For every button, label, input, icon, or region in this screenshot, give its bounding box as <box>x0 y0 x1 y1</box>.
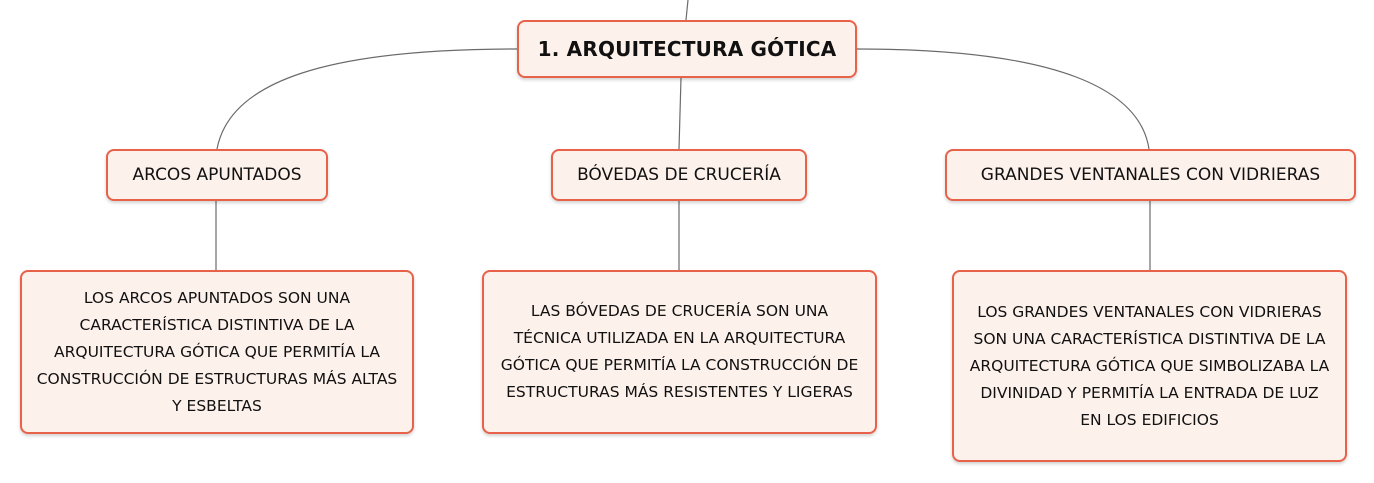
topic-label: BÓVEDAS DE CRUCERÍA <box>577 165 781 185</box>
description-text: LAS BÓVEDAS DE CRUCERÍA SON UNA TÉCNICA UTILIZADA EN LA ARQUITECTURA GÓTICA QUE PERMITÍA LA CONSTRUCCIÓN DE ESTRUCTURAS MÁS RESISTENTES Y LIGERAS <box>500 302 859 401</box>
description-node-bovedas-de-cruceria[interactable] <box>482 270 877 434</box>
topic-node-grandes-ventanales[interactable] <box>945 149 1356 201</box>
topic-label: ARCOS APUNTADOS <box>132 165 302 185</box>
topic-label: GRANDES VENTANALES CON VIDRIERAS <box>980 165 1321 185</box>
root-node-label: 1. ARQUITECTURA GÓTICA <box>537 37 837 61</box>
description-node-grandes-ventanales[interactable] <box>952 270 1347 462</box>
connector-root-to-arcos <box>217 49 517 149</box>
description-node-arcos-apuntados[interactable] <box>20 270 414 434</box>
connector-root-to-ventanales <box>857 49 1149 149</box>
root-node[interactable] <box>517 20 857 78</box>
description-text: LOS GRANDES VENTANALES CON VIDRIERAS SON UNA CARACTERÍSTICA DISTINTIVA DE LA ARQUITECTURA GÓTICA QUE SIMBOLIZABA LA DIVINIDAD Y PERMITÍA LA ENTRADA DE LUZ EN LOS EDIFICIOS <box>969 302 1330 429</box>
description-text: LOS ARCOS APUNTADOS SON UNA CARACTERÍSTICA DISTINTIVA DE LA ARQUITECTURA GÓTICA QUE PERMITÍA LA CONSTRUCCIÓN DE ESTRUCTURAS MÁS ALTAS Y ESBELTAS <box>36 288 398 415</box>
topic-node-bovedas-de-cruceria[interactable] <box>551 149 807 201</box>
topic-node-arcos-apuntados[interactable] <box>106 149 328 201</box>
connector-root-to-bovedas <box>679 78 681 149</box>
connector-parent-to-root <box>686 0 688 20</box>
